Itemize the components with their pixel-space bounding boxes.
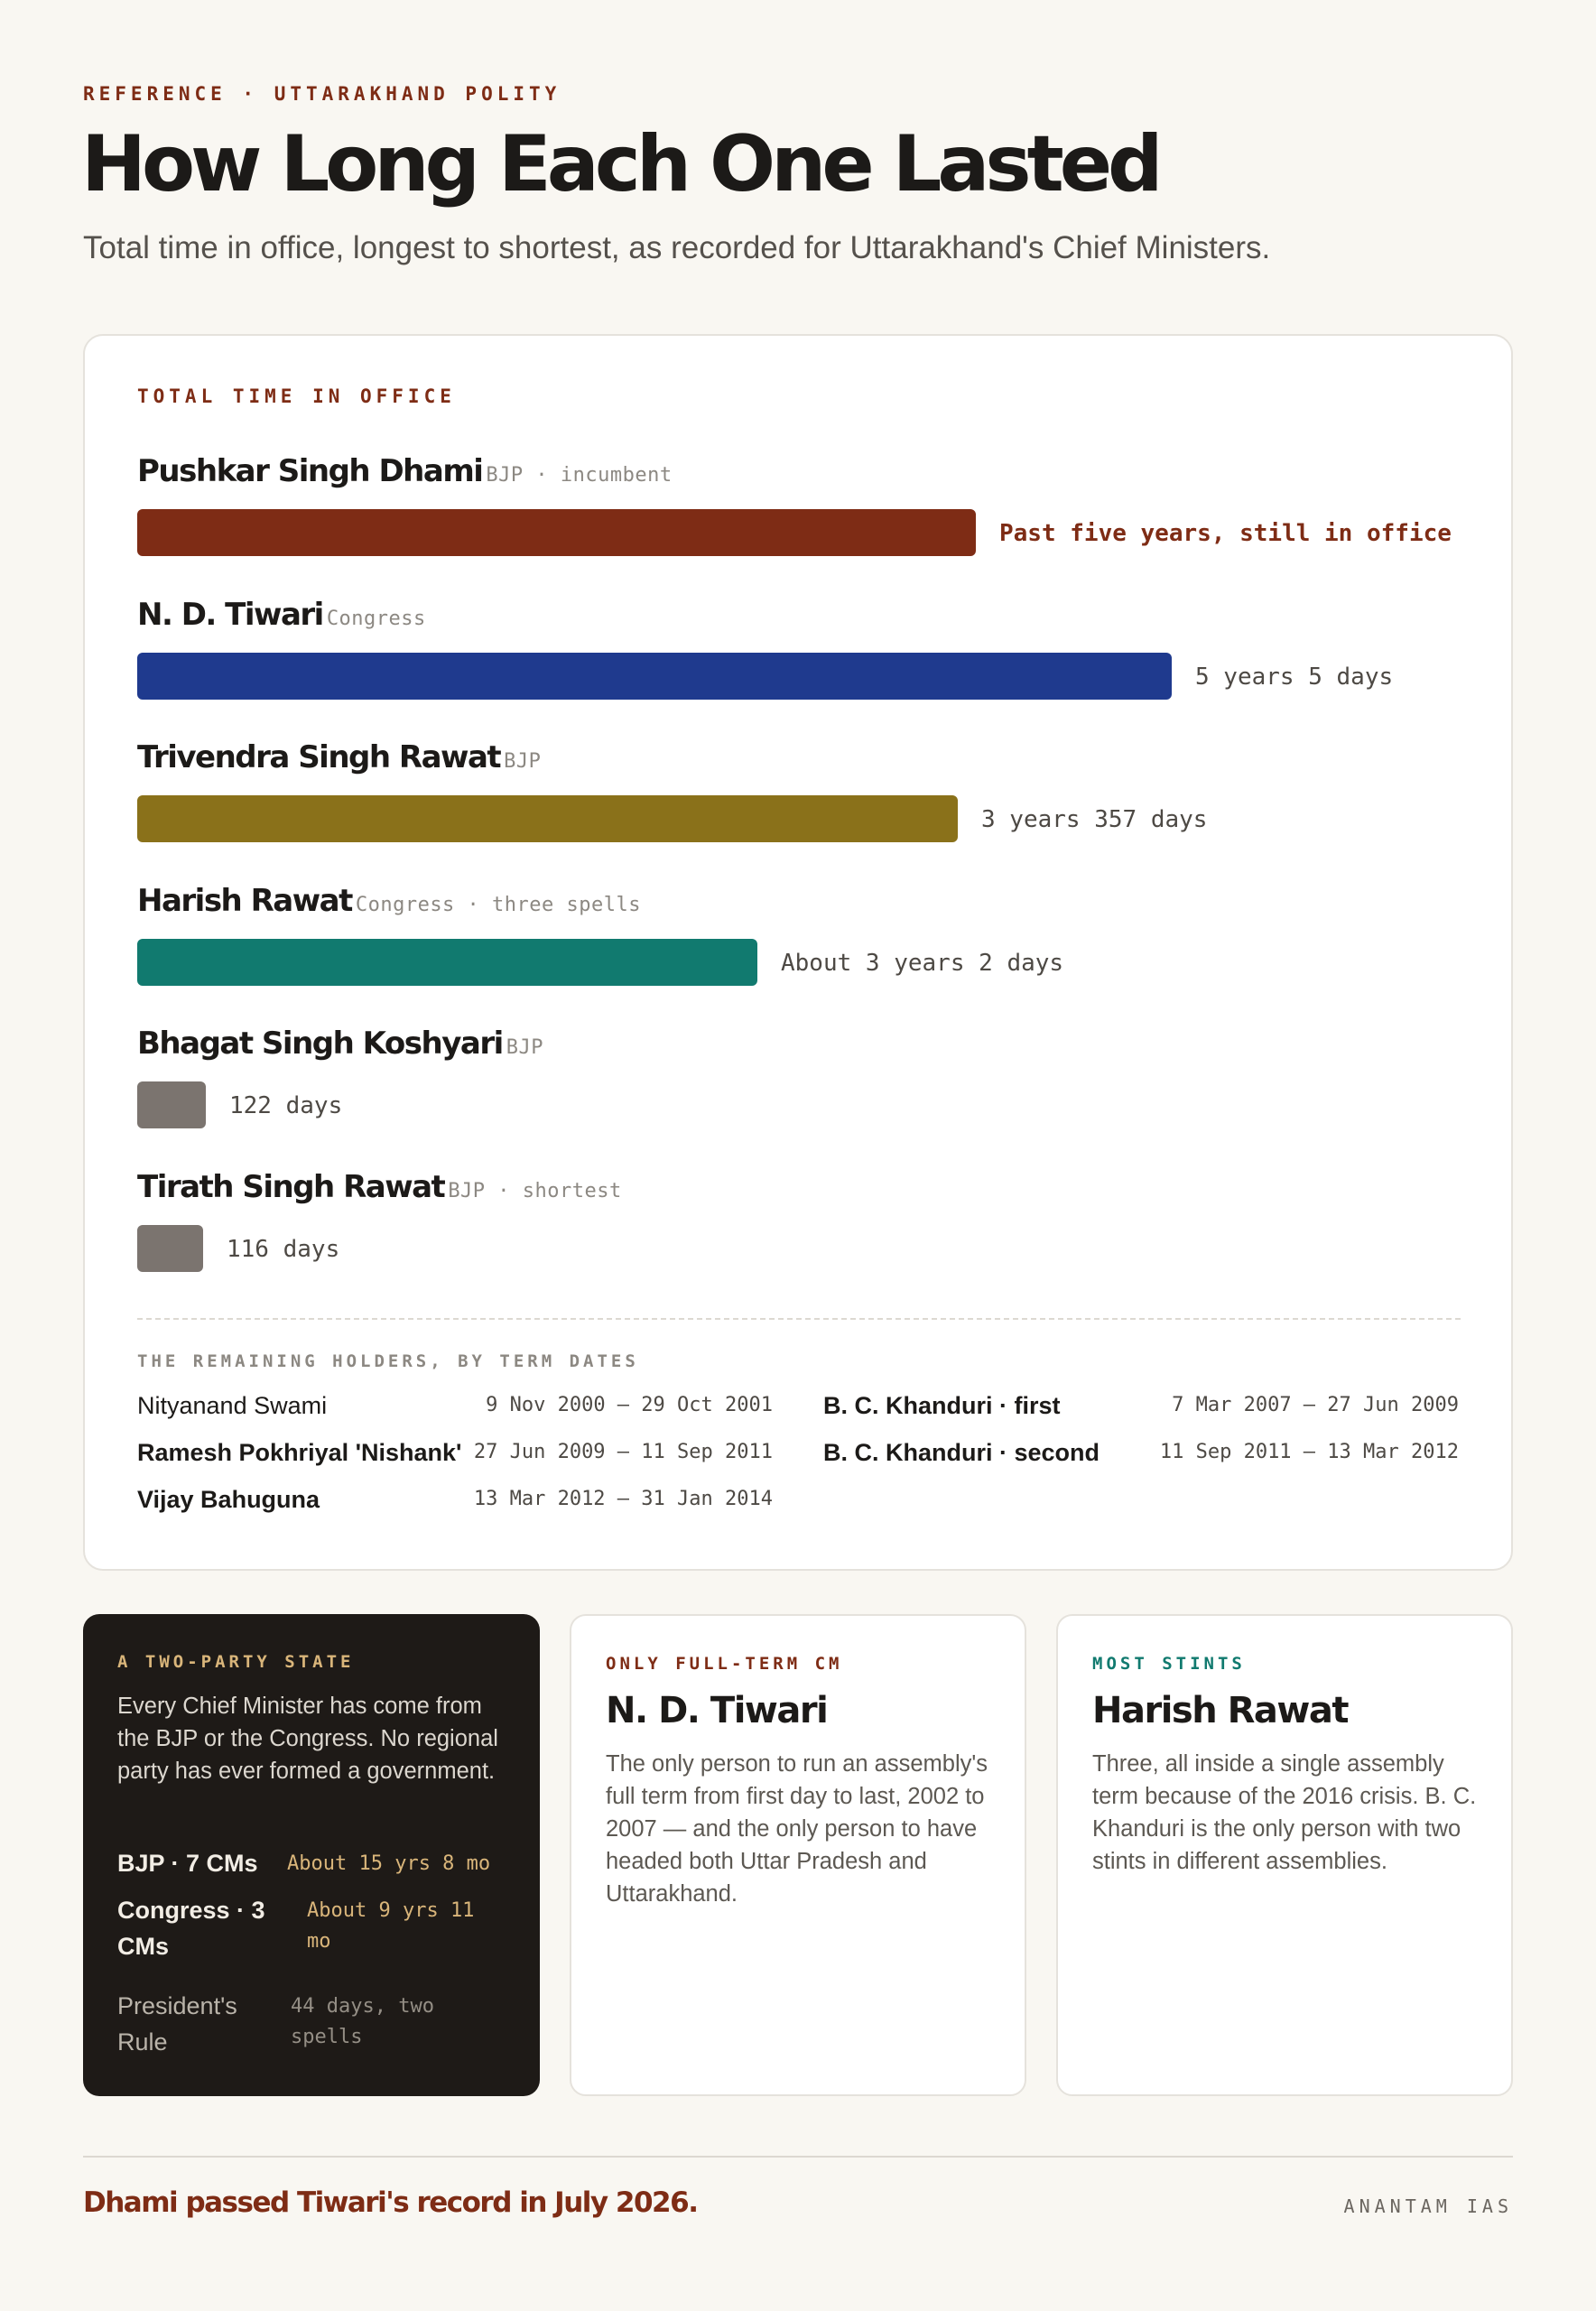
- bar-heading: [137, 453, 673, 489]
- remaining-holder-name: Nityanand Swami: [137, 1392, 328, 1419]
- page-title: How Long Each One Lasted: [81, 119, 1159, 209]
- remaining-holder-dates: 7 Mar 2007 – 27 Jun 2009: [1172, 1394, 1459, 1416]
- cm-name: Trivendra Singh Rawat: [137, 739, 501, 775]
- bar: [137, 509, 976, 556]
- remaining-holder-row: [137, 1439, 773, 1475]
- cm-name: Tirath Singh Rawat: [137, 1168, 445, 1205]
- two-party-body: Every Chief Minister has come from the BJP or the Congress. No regional party has ever formed a government.: [117, 1694, 498, 1784]
- bar-row: [137, 739, 1464, 884]
- bar-row: [137, 1026, 1464, 1170]
- bar-value-label: Past five years, still in office: [999, 520, 1452, 547]
- bar-heading: [137, 1026, 543, 1062]
- full-term-heading: N. D. Tiwari: [606, 1690, 828, 1731]
- remaining-holder-dates: 27 Jun 2009 – 11 Sep 2011: [473, 1441, 773, 1463]
- cm-party-meta: Congress · three spells: [355, 893, 641, 916]
- remaining-holders-label: THE REMAINING HOLDERS, BY TERM DATES: [137, 1351, 639, 1371]
- bar: [137, 653, 1172, 700]
- bar: [137, 1225, 203, 1272]
- cm-name: N. D. Tiwari: [137, 596, 323, 633]
- bar-heading: [137, 883, 641, 919]
- bar: [137, 939, 757, 986]
- two-party-panel: [83, 1614, 540, 2096]
- full-term-kicker: ONLY FULL-TERM CM: [606, 1654, 843, 1674]
- party-stat-name: Congress · 3 CMs: [117, 1897, 265, 1960]
- cm-name: Bhagat Singh Koshyari: [137, 1026, 503, 1062]
- cm-name: Harish Rawat: [137, 882, 352, 919]
- most-stints-body: Three, all inside a single assembly term because of the 2016 crisis. B. C. Khanduri is the only person with two stints in different assemblies.: [1092, 1751, 1477, 1874]
- remaining-holder-name: B. C. Khanduri · second: [823, 1439, 1100, 1466]
- divider: [137, 1318, 1461, 1320]
- party-stat-congress: [117, 1892, 475, 1968]
- bar-value-label: About 3 years 2 days: [781, 949, 1064, 977]
- most-stints-kicker: MOST STINTS: [1092, 1654, 1246, 1674]
- bar-heading: [137, 597, 426, 633]
- chart-card: [83, 334, 1513, 1571]
- bar-value-label: 5 years 5 days: [1195, 663, 1394, 691]
- bar-row: [137, 453, 1464, 598]
- remaining-holder-row: [823, 1439, 1459, 1475]
- remaining-holder-dates: 9 Nov 2000 – 29 Oct 2001: [486, 1394, 773, 1416]
- remaining-holder-row: [137, 1392, 773, 1428]
- most-stints-heading: Harish Rawat: [1092, 1690, 1348, 1731]
- party-stat-value: 44 days, two spells: [291, 1995, 434, 2048]
- remaining-holder-name: Vijay Bahuguna: [137, 1486, 320, 1513]
- party-stat-presidents-rule: [117, 1988, 515, 2064]
- remaining-holder-dates: 13 Mar 2012 – 31 Jan 2014: [473, 1488, 773, 1510]
- remaining-holder-row: [823, 1392, 1459, 1428]
- bar: [137, 795, 958, 842]
- bar-chart: [85, 336, 1511, 1329]
- party-stat-name: BJP · 7 CMs: [117, 1850, 258, 1877]
- cm-party-meta: BJP: [504, 750, 542, 773]
- bar-value-label: 116 days: [227, 1235, 340, 1263]
- bar-row: [137, 883, 1464, 1027]
- footer-note: Dhami passed Tiwari's record in July 2026.: [83, 2186, 698, 2219]
- cm-name: Pushkar Singh Dhami: [137, 453, 483, 489]
- cm-party-meta: BJP · incumbent: [486, 464, 673, 487]
- cm-party-meta: Congress: [326, 607, 426, 630]
- remaining-holder-row: [137, 1486, 773, 1522]
- bar-row: [137, 1169, 1464, 1313]
- party-stat-bjp: [117, 1845, 515, 1890]
- footer-brand: ANANTAM IAS: [1343, 2195, 1513, 2217]
- bar-heading: [137, 739, 541, 775]
- bar-value-label: 3 years 357 days: [981, 806, 1208, 833]
- bar-value-label: 122 days: [229, 1092, 343, 1119]
- bar-heading: [137, 1169, 622, 1205]
- full-term-panel: [570, 1614, 1026, 2096]
- party-stat-value: About 9 yrs 11 mo: [307, 1899, 475, 1953]
- remaining-holder-name: B. C. Khanduri · first: [823, 1392, 1061, 1419]
- party-stat-value: About 15 yrs 8 mo: [287, 1852, 491, 1875]
- most-stints-panel: [1056, 1614, 1513, 2096]
- cm-party-meta: BJP: [506, 1036, 543, 1059]
- full-term-body: The only person to run an assembly's full term from first day to last, 2002 to 2007 — and the only person to have headed both Uttar Pradesh and Uttarakhand.: [606, 1751, 988, 1907]
- chart-title: TOTAL TIME IN OFFICE: [137, 385, 456, 407]
- two-party-kicker: A TWO-PARTY STATE: [117, 1652, 355, 1672]
- bar-row: [137, 597, 1464, 741]
- page-subtitle: Total time in office, longest to shortest, as recorded for Uttarakhand's Chief Ministers.: [83, 230, 1271, 265]
- cm-party-meta: BJP · shortest: [448, 1179, 622, 1202]
- section-kicker: REFERENCE · UTTARAKHAND POLITY: [83, 83, 561, 105]
- party-stat-name: President's Rule: [117, 1992, 237, 2056]
- bar: [137, 1081, 206, 1128]
- footer-divider: [83, 2156, 1513, 2158]
- remaining-holder-name: Ramesh Pokhriyal 'Nishank': [137, 1439, 462, 1466]
- remaining-holder-dates: 11 Sep 2011 – 13 Mar 2012: [1159, 1441, 1459, 1463]
